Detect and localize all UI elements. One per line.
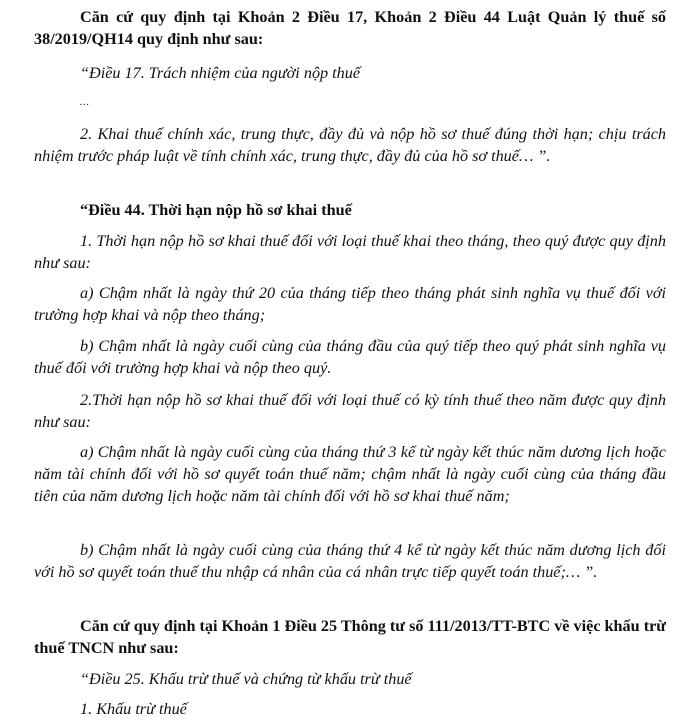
paragraph-article-44-clause-2a: a) Chậm nhất là ngày cuối cùng của tháng thứ 3 kể từ ngày kết thúc năm dương lịch hoặc năm tài chính đối với hồ sơ quyết toán thuế năm; chậm nhất là ngày cuối cùng của tháng đầu tiên của năm dương lịch hoặc năm tài chính đối với hồ sơ khai thuế năm; xyxy=(34,443,666,505)
paragraph-article-44-clause-1b: b) Chậm nhất là ngày cuối cùng của tháng đầu của quý tiếp theo quý phát sinh nghĩa vụ thuế đối với trường hợp khai và nộp theo quý. xyxy=(34,337,666,377)
paragraph-legal-basis-1: Căn cứ quy định tại Khoản 2 Điều 17, Khoản 2 Điều 44 Luật Quản lý thuế số 38/2019/QH14 quy định như sau: xyxy=(34,8,666,48)
paragraph-ellipsis: … xyxy=(80,97,89,108)
paragraph-article-44-clause-2b: b) Chậm nhất là ngày cuối cùng của tháng thứ 4 kể từ ngày kết thúc năm dương lịch đối với hồ sơ quyết toán thuế thu nhập cá nhân của cá nhân trực tiếp quyết toán thuế;… ”. xyxy=(34,541,666,581)
paragraph-article-44-clause-2: 2.Thời hạn nộp hồ sơ khai thuế đối với loại thuế có kỳ tính thuế theo năm được quy định như sau: xyxy=(34,391,666,431)
paragraph-article-44-clause-1a: a) Chậm nhất là ngày thứ 20 của tháng tiếp theo tháng phát sinh nghĩa vụ thuế đối với trường hợp khai và nộp theo tháng; xyxy=(34,284,666,324)
paragraph-article-25-title: “Điều 25. Khấu trừ thuế và chứng từ khấu trừ thuế xyxy=(80,670,412,688)
paragraph-article-17-title: “Điều 17. Trách nhiệm của người nộp thuế xyxy=(80,64,361,82)
paragraph-legal-basis-2: Căn cứ quy định tại Khoản 1 Điều 25 Thông tư số 111/2013/TT-BTC về việc khấu trừ thuế TNCN như sau: xyxy=(34,617,666,657)
paragraph-article-44-title: “Điều 44. Thời hạn nộp hồ sơ khai thuế xyxy=(80,201,352,219)
paragraph-article-25-clause-1: 1. Khấu trừ thuế xyxy=(80,700,187,718)
paragraph-article-17-clause-2: 2. Khai thuế chính xác, trung thực, đầy đủ và nộp hồ sơ thuế đúng thời hạn; chịu trách nhiệm trước pháp luật về tính chính xác, trung thực, đầy đủ của hồ sơ thuế… ”. xyxy=(34,125,666,165)
paragraph-article-44-clause-1: 1. Thời hạn nộp hồ sơ khai thuế đối với loại thuế khai theo tháng, theo quý được quy định như sau: xyxy=(34,232,666,272)
